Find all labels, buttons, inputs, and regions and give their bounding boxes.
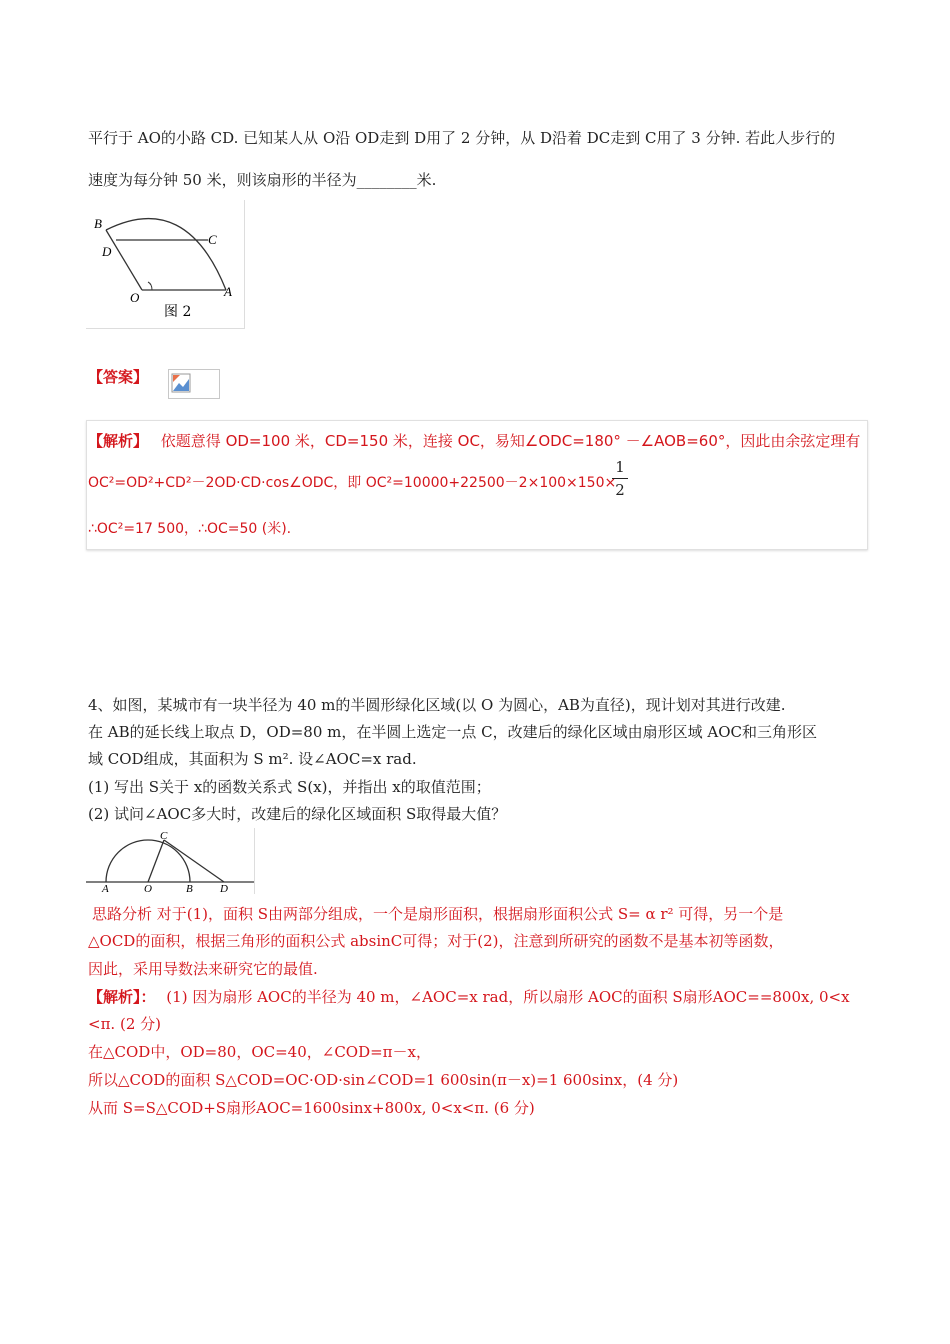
q4-line-4: (1) 写出 S关于 x的函数关系式 S(x)，并指出 x的取值范围； — [88, 778, 491, 796]
label-o: O — [144, 883, 152, 894]
fraction-denominator: 2 — [615, 481, 625, 499]
solution-line-7: 所以△COD的面积 S△COD=OC·OD·sin∠COD=1 600sin(π－x)=1 600sinx，(4 分) — [88, 1071, 679, 1089]
fraction-one-half — [612, 458, 628, 499]
answer-image-placeholder — [168, 369, 220, 399]
figure-caption: 图 2 — [164, 304, 192, 320]
label-o: O — [130, 290, 140, 305]
answer-label: 【答案】 — [88, 368, 149, 386]
label-c: C — [208, 232, 217, 247]
analysis-row-1 — [88, 430, 860, 451]
solution-line-6: 在△COD中，OD=80，OC=40，∠COD=π－x， — [88, 1043, 432, 1061]
fraction-numerator: 1 — [615, 458, 625, 476]
q4-line-3: 域 COD组成，其面积为 S m². 设∠AOC=x rad. — [88, 750, 417, 768]
segment-cd — [164, 840, 224, 882]
solution-line-5: <π. (2 分) — [88, 1015, 161, 1033]
solution-line-3: 因此，采用导数法来研究它的最值. — [88, 960, 318, 978]
analysis-text-3: ∴OC²=17 500，∴OC=50 (米). — [88, 521, 292, 537]
analysis-text-1: 依题意得 OD=100 米，CD=150 米，连接 OC，易知∠ODC=180° －∠AOB=60°，因此由余弦定理有 — [160, 432, 861, 450]
q3-line-1: 平行于 AO的小路 CD. 已知某人从 O沿 OD走到 D用了 2 分钟，从 D沿着 DC走到 C用了 3 分钟. 若此人步行的 — [88, 129, 836, 147]
segment-bo — [106, 230, 142, 290]
label-b: B — [186, 883, 193, 894]
label-a: A — [102, 883, 109, 894]
q4-line-1: 4、如图，某城市有一块半径为 40 m的半圆形绿化区域(以 O 为圆心，AB为直径)，现计划对其进行改建. — [88, 696, 786, 714]
solution-row-4 — [88, 986, 850, 1007]
fraction-bar — [612, 478, 628, 479]
q4-line-2: 在 AB的延长线上取点 D，OD=80 m，在半圆上选定一点 C，改建后的绿化区域由扇形区域 AOC和三角形区 — [88, 723, 818, 741]
figure-semicircle — [86, 828, 255, 894]
label-c: C — [160, 830, 168, 842]
semicircle-diagram — [86, 828, 254, 894]
q4-line-5: (2) 试问∠AOC多大时，改建后的绿化区域面积 S取得最大值？ — [88, 805, 507, 823]
solution-line-2: △OCD的面积，根据三角形的面积公式 absinC可得；对于(2)，注意到所研究的函数不是基本初等函数， — [88, 932, 784, 950]
label-d: D — [220, 883, 228, 894]
solution-label: 【解析】： — [88, 988, 156, 1006]
analysis-text-2: OC²=OD²+CD²－2OD·CD·cos∠ODC，即 OC²=10000+22500－2×100×150× — [88, 475, 617, 491]
solution-line-8: 从而 S=S△COD+S扇形AOC=1600sinx+800x, 0<x<π. (6 分) — [88, 1099, 535, 1117]
semicircle-arc — [106, 840, 190, 882]
q3-line-2: 速度为每分钟 50 米，则该扇形的半径为________米. — [88, 171, 437, 189]
arc-bc — [106, 219, 226, 290]
solution-line-4: (1) 因为扇形 AOC的半径为 40 m，∠AOC=x rad，所以扇形 AOC的面积 S扇形AOC==800x, 0<x — [166, 988, 850, 1006]
solution-line-1: 思路分析 对于(1)，面积 S由两部分组成，一个是扇形面积，根据扇形面积公式 S= α r² 可得，另一个是 — [92, 905, 784, 923]
figure-2 — [86, 200, 245, 329]
label-a: A — [224, 284, 232, 299]
angle-mark — [148, 282, 152, 290]
segment-oc — [148, 840, 164, 882]
broken-image-icon — [171, 373, 193, 395]
analysis-label: 【解析】 — [88, 432, 149, 450]
sector-diagram — [86, 200, 244, 328]
label-d: D — [102, 244, 112, 259]
label-b: B — [94, 216, 102, 231]
